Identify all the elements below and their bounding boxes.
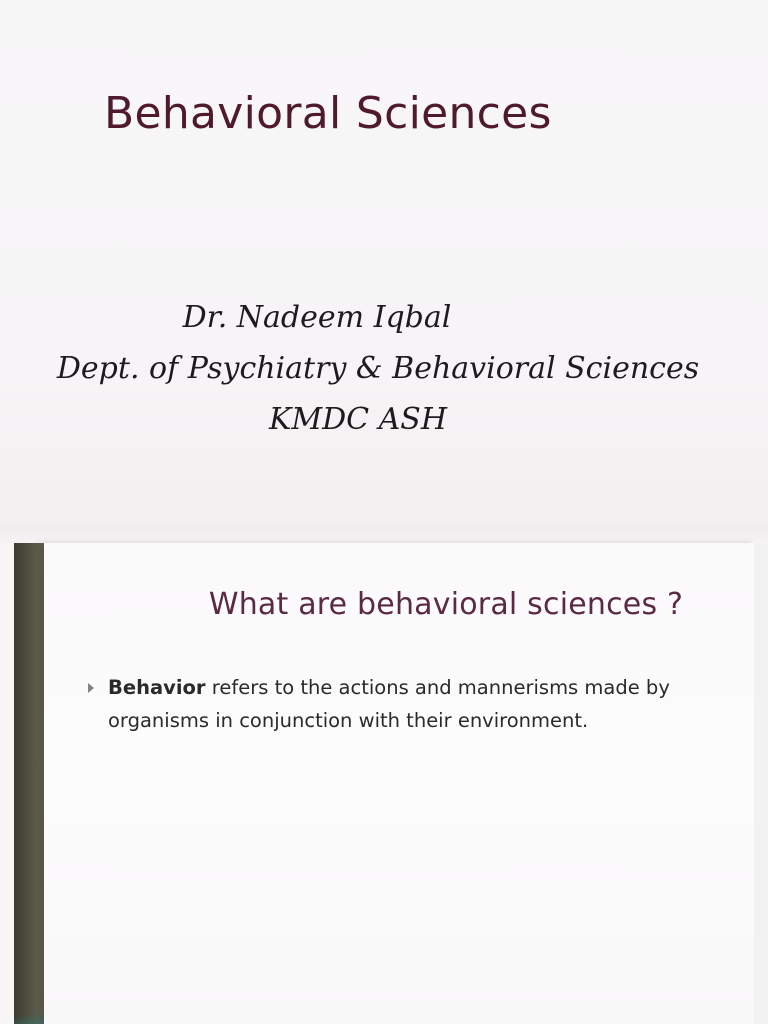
author-name: Dr. Nadeem Iqbal <box>182 300 452 335</box>
slide-heading: What are behavioral sciences ? <box>208 587 684 622</box>
slide-margin <box>754 543 768 1024</box>
author-block <box>0 292 768 445</box>
bullet-item <box>88 671 738 737</box>
content-slide <box>44 543 756 1024</box>
triangle-right-icon <box>88 683 94 693</box>
slide-title: Behavioral Sciences <box>104 88 552 139</box>
slide-divider <box>0 526 768 544</box>
author-department: Dept. of Psychiatry & Behavioral Sciences <box>56 351 700 386</box>
bullet-text: refers to the actions and mannerisms made by organisms in conjunction with their environment. <box>108 676 670 732</box>
bullet-list <box>88 671 738 737</box>
bullet-term: Behavior <box>108 676 206 699</box>
author-institution: KMDC ASH <box>268 402 448 437</box>
